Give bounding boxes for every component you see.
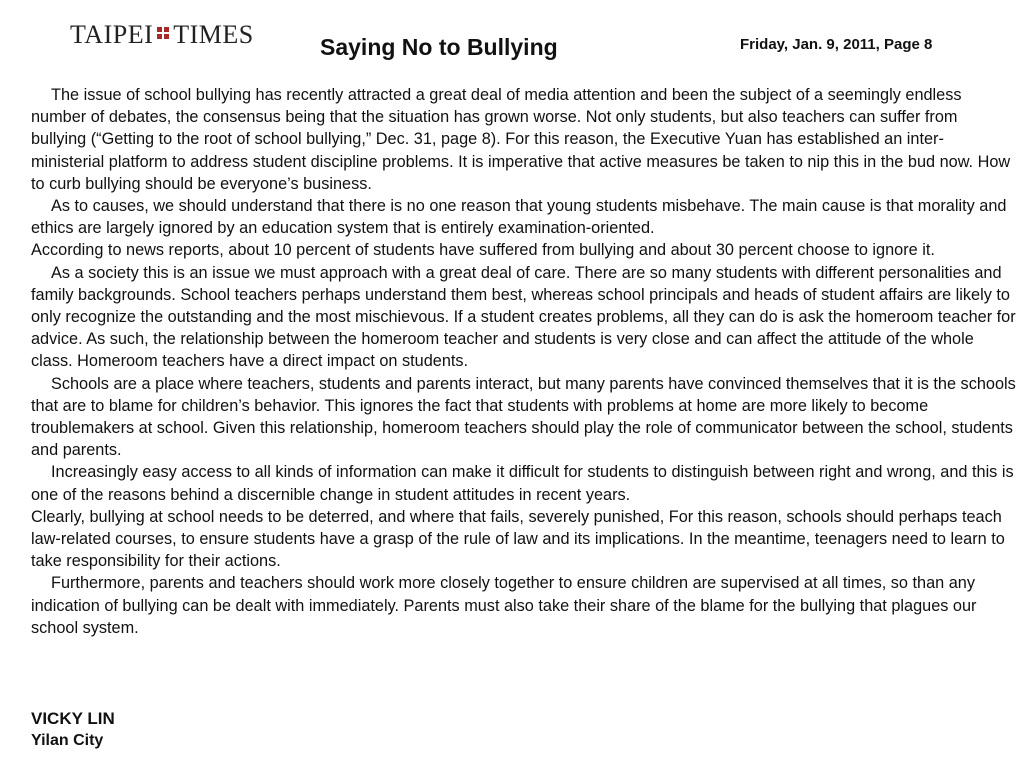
- article-paragraph-6: Increasingly easy access to all kinds of information can make it difficult for students to distinguish between right and wrong, and this is one of the reasons behind a discernible change in student attitudes in recent years.: [31, 463, 1014, 504]
- author-city: Yilan City: [31, 732, 104, 749]
- masthead-left: TAIPEI: [70, 20, 154, 49]
- article-paragraph-4: As a society this is an issue we must approach with a great deal of care. There are so many students with different personalities and family backgrounds. School teachers perhaps understand them best, whereas school principals and heads of student affairs are likely to only recognize the outstanding and the most mischievous. If a student creates problems, all they can do is ask the homeroom teacher for advice. As such, the relationship between the homeroom teacher and students is very close and can affect the attitude of the whole class. Homeroom teachers have a direct impact on students.: [31, 263, 1016, 371]
- letter-signature: [31, 708, 115, 752]
- article-paragraph-1: The issue of school bullying has recently attracted a great deal of media attention and been the subject of a seemingly endless number of debates, the consensus being that the situation has grown worse. Not only students, but also teachers can suffer from bullying (“Getting to the root of school bullying,” Dec. 31, page 8). For this reason, the Executive Yuan has established an inter-ministerial platform to address student discipline problems. It is imperative that active measures be taken to nip this in the bud now. How to curb bullying should be everyone’s business.: [31, 86, 1011, 193]
- article-paragraph-5: Schools are a place where teachers, students and parents interact, but many parents have convinced themselves that it is the schools that are to blame for children’s behavior. This ignores the fact that students with problems at home are more likely to become troublemakers at school. Given this relationship, homeroom teachers should play the role of communicator between the school, students and parents.: [31, 374, 1016, 460]
- article-dateline: Friday, Jan. 9, 2011, Page 8: [740, 36, 933, 53]
- article-paragraph-8: Furthermore, parents and teachers should work more closely together to ensure children are supervised at all times, so than any indication of bullying can be dealt with immediately. Parents must also take their share of the blame for the bullying that plagues our school system.: [31, 574, 977, 637]
- taipei-times-logo-mark-icon: [157, 27, 169, 39]
- article-body: [31, 84, 1016, 639]
- masthead-right: TIMES: [173, 20, 254, 49]
- article-paragraph-7: Clearly, bullying at school needs to be deterred, and where that fails, severely punished, For this reason, schools should perhaps teach law-related courses, to ensure students have a grasp of the rule of law and its implications. In the meantime, teenagers need to learn to take responsibility for their actions.: [31, 507, 1005, 571]
- article-paragraph-3: According to news reports, about 10 percent of students have suffered from bullying and about 30 percent choose to ignore it.: [31, 241, 935, 260]
- author-name: VICKY LIN: [31, 709, 115, 728]
- masthead-logo: [70, 20, 254, 50]
- article-paragraph-2: As to causes, we should understand that there is no one reason that young students misbehave. The main cause is that morality and ethics are largely ignored by an education system that is entirely examination-oriented.: [31, 197, 1007, 238]
- article-headline: Saying No to Bullying: [320, 34, 558, 60]
